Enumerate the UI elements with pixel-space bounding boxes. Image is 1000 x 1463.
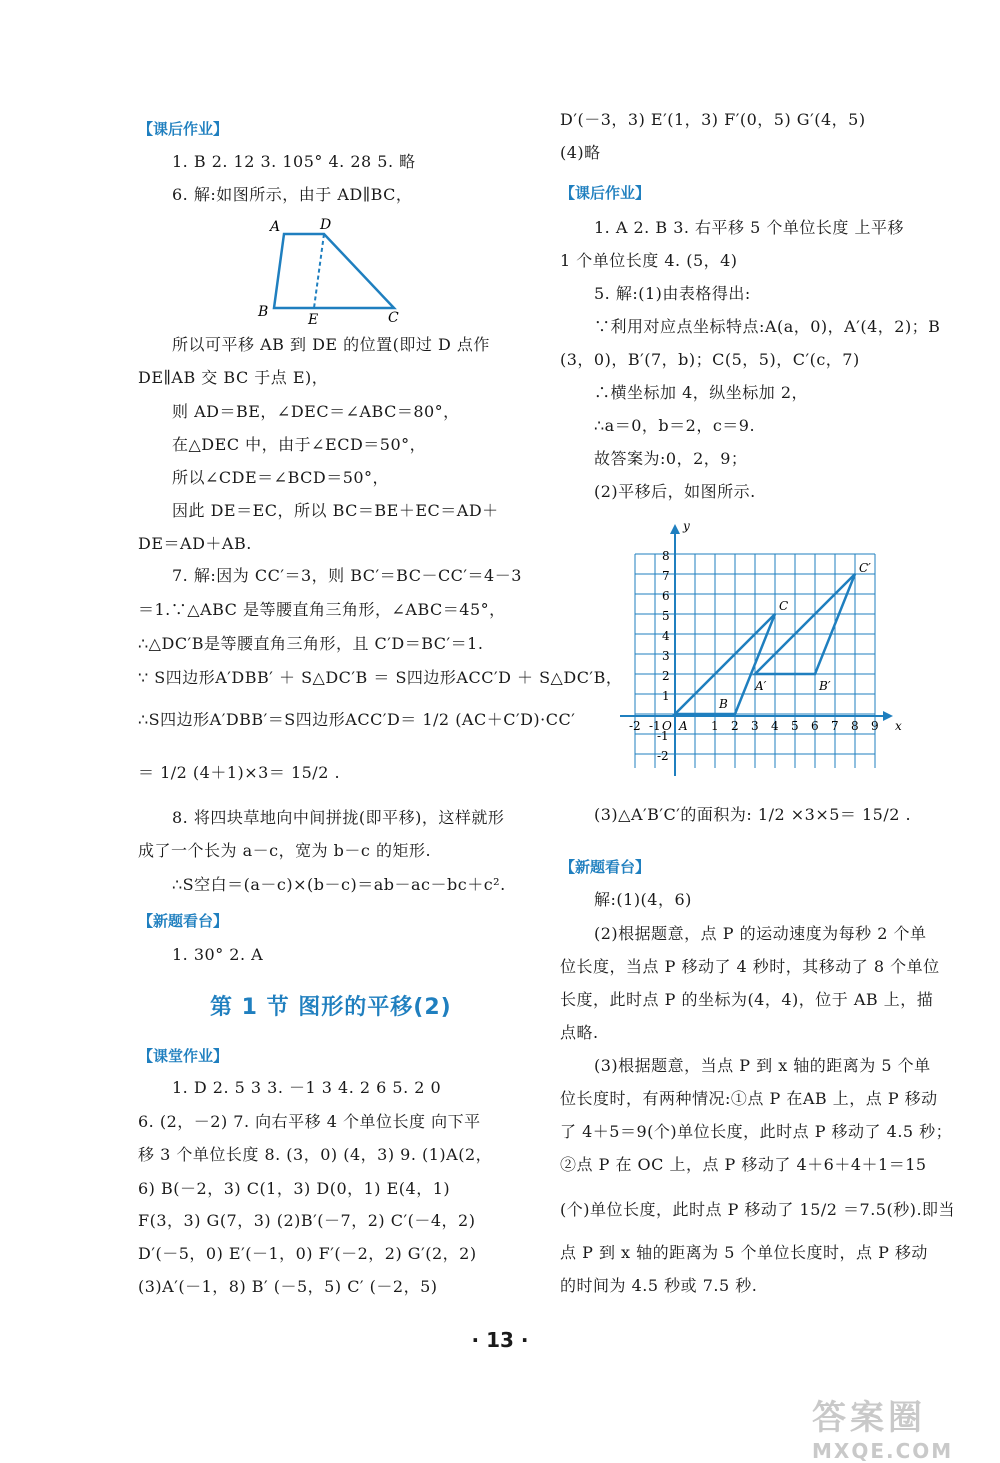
answer-line: 了 4＋5＝9(个)单位长度，此时点 P 移动了 4.5 秒； [560,1122,953,1141]
x-tick: 6 [811,719,819,733]
answer-line: DE＝AD＋AB. [138,534,252,553]
answer-line: 移 3 个单位长度 8. (3，0) (4，3) 9. (1)A(2， [138,1145,493,1164]
answer-line: ∴a＝0，b＝2，c＝9. [594,416,756,435]
vertex-label-d: D [320,217,332,233]
answer-line: ＝ 1/2 (4＋1)×3＝ 15/2 . [138,763,341,782]
answer-line: DE∥AB 交 BC 于点 E)， [138,368,329,387]
answer-line: D′(－3，3) E′(1，3) F′(0，5) G′(4，5) [560,110,866,129]
answer-line: ∴S四边形A′DBB′＝S四边形ACC′D＝ 1/2 (AC＋C′D)·CC′ [138,710,576,729]
section-title: 第 1 节 图形的平移(2) [210,995,452,1020]
x-tick: 3 [751,719,759,733]
vertex-label-a: A [270,219,281,235]
answer-line: ∵利用对应点坐标特点:A(a，0)，A′(4，2)；B [594,317,941,336]
answer-line: ∴S空白＝(a－c)×(b－c)＝ab－ac－bc＋c². [172,875,506,894]
answer-line: 6) B(－2，3) C(1，3) D(0，1) E(4，1) [138,1179,451,1198]
section-badge-new-questions: 【新题看台】 [560,858,651,876]
x-tick: 7 [831,719,839,733]
answer-line: (2)根据题意，点 P 的运动速度为每秒 2 个单 [594,924,927,943]
trapezoid-shape [274,234,394,308]
answer-line: 6. (2，－2) 7. 向右平移 4 个单位长度 向下平 [138,1112,481,1131]
answer-line: (3)△A′B′C′的面积为: 1/2 ×3×5＝ 15/2 . [594,805,912,824]
x-tick: 1 [711,719,719,733]
y-tick: 8 [662,549,670,563]
page-number: · 13 · [471,1328,529,1352]
x-axis-label: x [895,719,902,733]
answer-line: ∵ S四边形A′DBB′ ＋ S△DC′B ＝ S四边形ACC′D ＋ S△DC′B， [138,668,623,687]
answer-line: 在△DEC 中，由于∠ECD＝50°， [172,435,427,454]
y-tick: 7 [662,569,670,583]
point-label-a-prime: A′ [755,679,767,693]
answer-line: 位长度时，有两种情况:①点 P 在AB 上，点 P 移动 [560,1089,938,1108]
y-tick: 1 [662,689,670,703]
x-tick: 9 [871,719,879,733]
answer-line: 因此 DE＝EC，所以 BC＝BE＋EC＝AD＋ [172,501,499,520]
answer-line: F(3，3) G(7，3) (2)B′(－7，2) C′(－4，2) [138,1211,476,1230]
x-tick: 8 [851,719,859,733]
answer-line: 故答案为:0，2，9； [594,449,748,468]
section-badge-new-questions: 【新题看台】 [138,912,229,930]
y-axis-arrow [670,524,680,534]
section-badge-homework: 【课后作业】 [138,120,229,138]
y-tick: 4 [662,629,670,643]
vertex-label-b: B [258,304,269,320]
answer-line: ∴横坐标加 4，纵坐标加 2， [594,383,809,402]
answer-line: (3，0)，B′(7，b)；C(5，5)，C′(c，7) [560,350,860,369]
answer-line: (个)单位长度，此时点 P 移动了 15/2 ＝7.5(秒).即当 [560,1200,956,1219]
x-tick: 5 [791,719,799,733]
answer-line: 所以∠CDE＝∠BCD＝50°， [172,468,390,487]
vertex-label-c: C [388,310,399,326]
point-label-b: B [719,697,728,711]
answer-line: D′(－5，0) E′(－1，0) F′(－2，2) G′(2，2) [138,1244,477,1263]
watermark-url: MXQE.COM [812,1439,954,1463]
section-badge-classwork: 【课堂作业】 [138,1047,229,1065]
answer-line: ②点 P 在 OC 上，点 P 移动了 4＋6＋4＋1＝15 [560,1155,927,1174]
section-badge-homework: 【课后作业】 [560,184,651,202]
answer-line: 1. A 2. B 3. 右平移 5 个单位长度 上平移 [594,218,904,237]
watermark-logo-text: 答案圈 [812,1398,926,1438]
origin-label: O [662,719,672,733]
answer-line: (4)略 [560,143,601,162]
vertex-label-e: E [308,312,319,328]
watermark [812,1390,992,1463]
answer-line: 所以可平移 AB 到 DE 的位置(即过 D 点作 [172,335,490,354]
answer-line: 的时间为 4.5 秒或 7.5 秒. [560,1276,758,1295]
answer-line: 1. B 2. 12 3. 105° 4. 28 5. 略 [172,152,416,171]
answer-line: 7. 解:因为 CC′＝3，则 BC′＝BC－CC′＝4－3 [172,566,522,585]
point-label-c-prime: C′ [859,561,871,575]
y-tick: 6 [662,589,670,603]
y-axis-label: y [683,519,690,533]
point-label-c: C [779,599,789,613]
x-tick: -1 [649,719,661,733]
y-tick-labels [657,549,670,763]
answer-line: 则 AD＝BE，∠DEC＝∠ABC＝80°， [172,402,460,421]
answer-line: 点 P 到 x 轴的距离为 5 个单位长度时，点 P 移动 [560,1243,928,1262]
answer-line: (3)A′(－1，8) B′ (－5，5) C′ (－2，5) [138,1277,438,1296]
point-label-b-prime: B′ [819,679,831,693]
answer-line: 1. D 2. 5 3 3. －1 3 4. 2 6 5. 2 0 [172,1078,442,1097]
answer-line: 1 个单位长度 4. (5，4) [560,251,738,270]
x-tick: 2 [731,719,739,733]
answer-line: 5. 解:(1)由表格得出: [594,284,751,303]
y-tick: -1 [657,729,669,743]
y-tick: 3 [662,649,670,663]
answer-line: (2)平移后，如图所示. [594,482,756,501]
answer-line: 6. 解:如图所示，由于 AD∥BC， [172,185,413,204]
answer-line: 8. 将四块草地向中间拼拢(即平移)，这样就形 [172,808,505,827]
point-label-a: A [679,719,688,733]
answer-line: 解:(1)(4，6) [594,890,692,909]
x-tick: -2 [629,719,641,733]
answer-line: ＝1.∵△ABC 是等腰直角三角形，∠ABC＝45°， [138,600,506,619]
x-tick: 4 [771,719,779,733]
y-tick: 2 [662,669,670,683]
y-tick: 5 [662,609,670,623]
answer-line: 1. 30° 2. A [172,945,264,964]
translated-segment-de [314,234,324,308]
answer-line: (3)根据题意，当点 P 到 x 轴的距离为 5 个单 [594,1056,931,1075]
trapezoid-figure [248,212,538,328]
answer-line: ∴△DC′B是等腰直角三角形，且 C′D＝BC′＝1. [138,634,484,653]
answer-line: 位长度，当点 P 移动了 4 秒时，其移动了 8 个单位 [560,957,940,976]
x-axis-arrow [883,711,893,721]
coordinate-grid-figure [615,518,955,780]
y-tick: -2 [657,749,669,763]
answer-line: 长度，此时点 P 的坐标为(4，4)，位于 AB 上，描 [560,990,934,1009]
answer-line: 成了一个长为 a－c，宽为 b－c 的矩形. [138,841,432,860]
answer-line: 点略. [560,1023,599,1042]
